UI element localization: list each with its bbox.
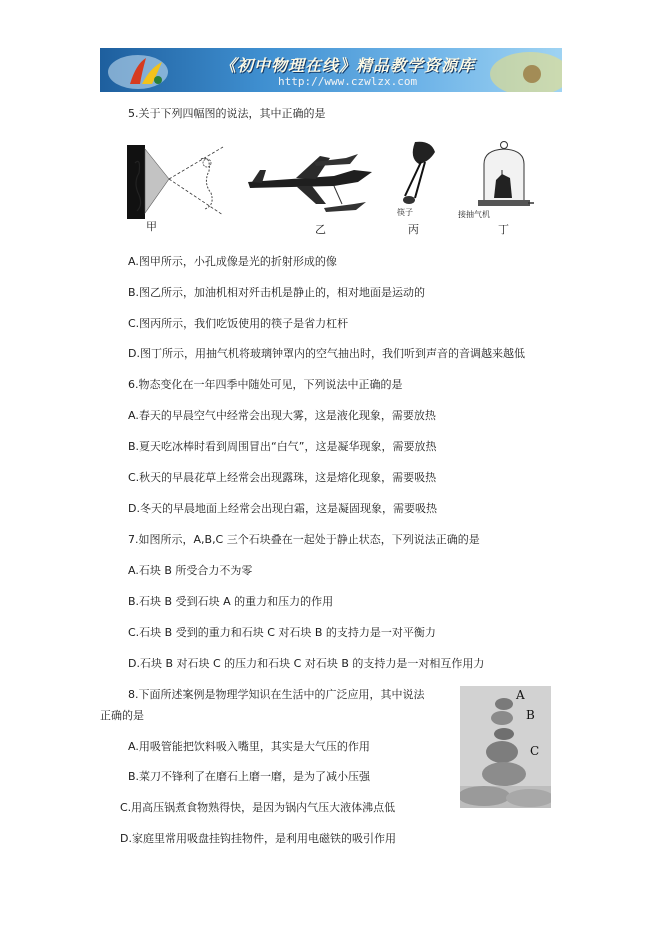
q8-stem-line1: 8.下面所述案例是物理学知识在生活中的广泛应用，其中说法 (128, 688, 425, 701)
q8-stem-line2: 正确的是 (100, 709, 144, 722)
logo-icon (126, 54, 168, 88)
stone-label-b: B (526, 708, 535, 722)
q6-option-b: B.夏天吃冰棒时看到周围冒出“白气”，这是凝华现象，需要放热 (128, 440, 437, 453)
stone-label-c: C (530, 744, 540, 758)
q8-option-b: B.菜刀不锋利了在磨石上磨一磨，是为了减小压强 (128, 770, 371, 783)
q7-option-c: C.石块 B 受到的重力和石块 C 对石块 B 的支持力是一对平衡力 (128, 626, 436, 639)
q7-stem: 7.如图所示，A,B,C 三个石块叠在一起处于静止状态，下列说法正确的是 (128, 533, 480, 546)
q6-stem: 6.物态变化在一年四季中随处可见，下列说法中正确的是 (128, 378, 403, 391)
figure-ding-belljar (474, 140, 534, 212)
figure-jia-pinhole (125, 143, 225, 223)
q7-option-b: B.石块 B 受到石块 A 的重力和压力的作用 (128, 595, 334, 608)
figure-yi-aircraft (246, 146, 376, 218)
chopsticks-label: 筷子 (397, 208, 413, 217)
figure-label-yi: 乙 (315, 223, 326, 236)
q5-option-c: C.图丙所示，我们吃饭使用的筷子是省力杠杆 (128, 317, 349, 330)
q8-option-c: C.用高压锅煮食物熟得快，是因为锅内气压大液体沸点低 (120, 801, 396, 814)
banner-url[interactable]: http://www.czwlzx.com (278, 75, 418, 88)
figure-label-ding: 丁 (498, 223, 509, 236)
figure-label-bing: 丙 (408, 223, 419, 236)
q5-option-d: D.图丁所示，用抽气机将玻璃钟罩内的空气抽出时，我们听到声音的音调越来越低 (128, 347, 525, 360)
q5-option-b: B.图乙所示，加油机相对歼击机是静止的，相对地面是运动的 (128, 286, 426, 299)
figure-label-jia: 甲 (146, 220, 157, 233)
q7-option-a: A.石块 B 所受合力不为零 (128, 564, 253, 577)
header-banner (100, 48, 562, 92)
q6-option-d: D.冬天的早晨地面上经常会出现白霜，这是凝固现象，需要吸热 (128, 502, 437, 515)
q5-option-a: A.图甲所示，小孔成像是光的折射形成的像 (128, 255, 337, 268)
stone-label-a: A (516, 688, 525, 702)
figure-bing-chopsticks (395, 138, 447, 208)
q6-option-a: A.春天的早晨空气中经常会出现大雾，这是液化现象，需要放热 (128, 409, 436, 422)
q6-option-c: C.秋天的早晨花草上经常会出现露珠，这是熔化现象，需要吸热 (128, 471, 437, 484)
q8-option-a: A.用吸管能把饮料吸入嘴里，其实是大气压的作用 (128, 740, 370, 753)
banner-title: 《初中物理在线》精品教学资源库 (220, 56, 476, 75)
stacked-stones-photo (460, 686, 551, 808)
q5-stem: 5.关于下列四幅图的说法，其中正确的是 (128, 107, 326, 120)
q7-option-d: D.石块 B 对石块 C 的压力和石块 C 对石块 B 的支持力是一对相互作用力 (128, 657, 485, 670)
pump-label: 接抽气机 (458, 210, 490, 219)
q8-option-d: D.家庭里常用吸盘挂钩挂物件，是利用电磁铁的吸引作用 (120, 832, 396, 845)
